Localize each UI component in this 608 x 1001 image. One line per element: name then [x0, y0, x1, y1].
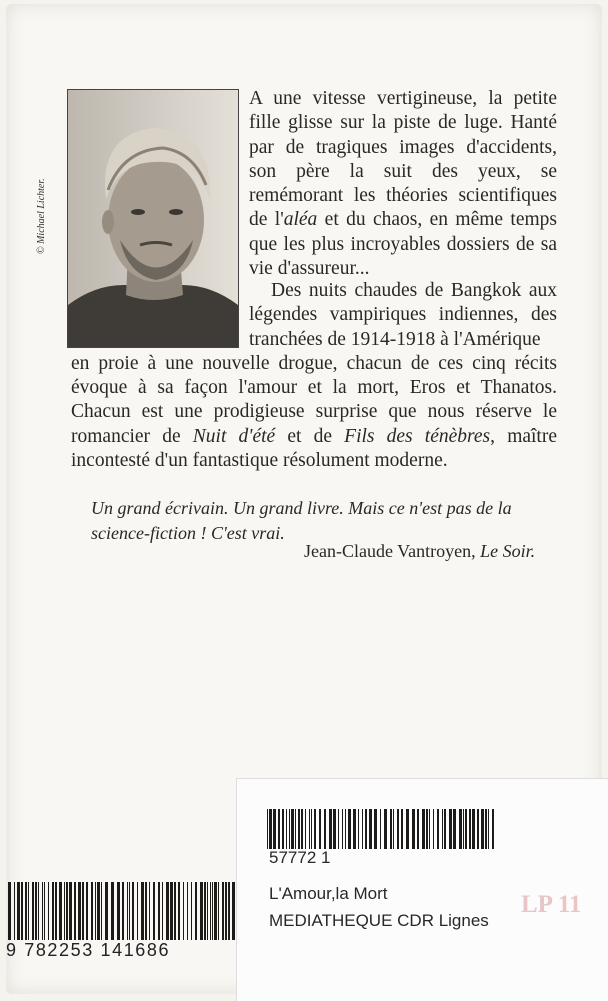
barcode-bar	[137, 882, 138, 940]
barcode-bar	[488, 809, 489, 849]
barcode-bar	[422, 809, 425, 849]
blurb-p2-lead: Des nuits chaudes de Bangkok aux légendes vampiriques indiennes, des tranchées de 1914-1918 à l'Amérique	[249, 280, 557, 350]
barcode-bar	[269, 809, 272, 849]
barcode-bar	[21, 882, 23, 940]
library-book-title: L'Amour,la Mort	[269, 884, 388, 903]
barcode-bar	[295, 809, 296, 849]
barcode-bar	[444, 809, 446, 849]
barcode-bar	[286, 809, 287, 849]
barcode-bar	[82, 882, 84, 940]
barcode-bar	[141, 882, 144, 940]
barcode-bar	[417, 809, 419, 849]
barcode-bar	[433, 809, 434, 849]
barcode-bar	[78, 882, 81, 940]
barcode-bar	[210, 882, 211, 940]
barcode-bar	[195, 882, 197, 940]
barcode-bar	[117, 882, 120, 940]
barcode-bar	[348, 809, 351, 849]
barcode-bar	[319, 809, 321, 849]
book-title-nuit-dete: Nuit d'été	[192, 425, 276, 447]
barcode-bar	[463, 809, 464, 849]
barcode-bar	[492, 809, 494, 849]
library-sticker	[236, 778, 608, 1001]
barcode-bar	[314, 809, 316, 849]
blurb-p2-and: et de	[275, 425, 345, 447]
library-name: MEDIATHEQUE CDR Lignes	[269, 911, 489, 930]
barcode-bar	[132, 882, 134, 940]
library-barcode	[267, 809, 507, 849]
barcode-bar	[97, 882, 100, 940]
barcode-bar	[52, 882, 54, 940]
barcode-bar	[153, 882, 155, 940]
barcode-bar	[298, 809, 300, 849]
barcode-bar	[17, 882, 20, 940]
barcode-bar	[200, 882, 203, 940]
barcode-bar	[311, 809, 312, 849]
barcode-bar	[338, 809, 339, 849]
price-code: LP 11	[521, 891, 582, 918]
barcode-bar	[149, 882, 150, 940]
barcode-bar	[406, 809, 409, 849]
barcode-bar	[222, 882, 224, 940]
barcode-bar	[122, 882, 124, 940]
barcode-bar	[166, 882, 169, 940]
barcode-bar	[8, 882, 11, 940]
press-quote-author	[304, 541, 535, 562]
blurb-p2-tail: , maître incontesté d'un fantastique résolument moderne.	[71, 425, 557, 472]
barcode-bar	[86, 882, 88, 940]
inventory-number: 57772 1	[269, 848, 331, 867]
barcode-bar	[429, 809, 430, 849]
barcode-bar	[291, 809, 294, 849]
barcode-bar	[342, 809, 343, 849]
barcode-bar	[74, 882, 76, 940]
barcode-bar	[453, 809, 456, 849]
barcode-bar	[333, 809, 336, 849]
barcode-bar	[329, 809, 332, 849]
barcode-bar	[278, 809, 280, 849]
barcode-bar	[38, 882, 39, 940]
isbn-number: 9 782253 141686	[6, 940, 171, 960]
barcode-bar	[401, 809, 403, 849]
blurb-paragraph-2	[71, 279, 557, 473]
barcode-bar	[218, 882, 219, 940]
barcode-bar	[384, 809, 387, 849]
blurb-p1-tail: et du chaos, en même temps que les plus incroyables dossiers de sa vie d'assureur...	[249, 209, 557, 280]
barcode-bar	[426, 809, 428, 849]
barcode-bar	[28, 882, 29, 940]
barcode-bar	[469, 809, 471, 849]
blurb-paragraph-1	[249, 87, 557, 281]
barcode-bar	[390, 809, 392, 849]
barcode-bar	[111, 882, 114, 940]
barcode-bar	[282, 809, 284, 849]
photo-credit: © Michael Lichter.	[36, 178, 47, 254]
barcode-bar	[459, 809, 462, 849]
barcode-bar	[44, 882, 45, 940]
barcode-bar	[129, 882, 130, 940]
press-quote: Un grand écrivain. Un grand livre. Mais ce n'est pas de la science-fiction ! C'est vrai.	[91, 498, 512, 543]
barcode-bar	[66, 882, 68, 940]
barcode-bar	[305, 809, 306, 849]
barcode-bar	[485, 809, 487, 849]
barcode-bar	[477, 809, 479, 849]
barcode-bar	[59, 882, 62, 940]
barcode-bar	[204, 882, 206, 940]
barcode-bar	[228, 882, 230, 940]
barcode-bar	[105, 882, 108, 940]
quote-author-name: Jean-Claude Vantroyen,	[304, 541, 481, 561]
blurb-p1-italic: aléa	[283, 209, 318, 231]
barcode-bar	[442, 809, 443, 849]
barcode-bar	[362, 809, 363, 849]
barcode-bar	[437, 809, 439, 849]
barcode-bar	[412, 809, 415, 849]
barcode-bar	[183, 882, 184, 940]
barcode-bar	[162, 882, 163, 940]
barcode-bar	[14, 882, 15, 940]
barcode-bar	[95, 882, 96, 940]
barcode-bar	[35, 882, 37, 940]
barcode-bar	[178, 882, 180, 940]
barcode-bar	[91, 882, 93, 940]
barcode-bar	[481, 809, 484, 849]
barcode-bar	[207, 882, 208, 940]
blurb-p1-text: A une vitesse vertigineuse, la petite fille glisse sur la piste de luge. Hanté par de tragiques images d'accidents, son père la suit des yeux, se remémorant les théories scientifiques de l'	[249, 88, 557, 231]
barcode-bar	[212, 882, 213, 940]
barcode-bar	[301, 809, 303, 849]
barcode-bar	[449, 809, 452, 849]
barcode-bar	[191, 882, 192, 940]
barcode-bar	[472, 809, 475, 849]
barcode-bar	[374, 809, 377, 849]
barcode-bar	[353, 809, 356, 849]
isbn-barcode	[8, 882, 240, 940]
barcode-bar	[42, 882, 43, 940]
barcode-bar	[64, 882, 65, 940]
barcode-bar	[289, 809, 290, 849]
barcode-bar	[309, 809, 310, 849]
barcode-bar	[393, 809, 394, 849]
barcode-bar	[273, 809, 276, 849]
barcode-bar	[187, 882, 188, 940]
barcode-bar	[358, 809, 359, 849]
barcode-bar	[69, 882, 72, 940]
barcode-bar	[158, 882, 160, 940]
barcode-bar	[101, 882, 102, 940]
quote-source: Le Soir.	[480, 541, 536, 561]
barcode-bar	[127, 882, 128, 940]
barcode-bar	[25, 882, 27, 940]
barcode-bar	[267, 809, 268, 849]
barcode-bar	[324, 809, 326, 849]
barcode-bar	[397, 809, 399, 849]
barcode-bar	[32, 882, 34, 940]
book-title-fils-des-tenebres: Fils des ténèbres	[344, 425, 491, 447]
blurb-p2-body: en proie à une nouvelle drogue, chacun de ces cinq récits évoque à sa façon l'amour et la mort, Eros et Thanatos. Chacun est une prodigieuse surprise que nous réserve le romancier de	[71, 352, 557, 447]
barcode-bar	[465, 809, 467, 849]
barcode-bar	[214, 882, 217, 940]
barcode-bar	[369, 809, 372, 849]
barcode-bar	[145, 882, 147, 940]
barcode-bar	[345, 809, 346, 849]
barcode-bar	[232, 882, 235, 940]
barcode-bar	[380, 809, 381, 849]
barcode-bar	[225, 882, 227, 940]
barcode-bar	[170, 882, 173, 940]
barcode-bar	[365, 809, 367, 849]
barcode-bar	[174, 882, 176, 940]
barcode-bar	[48, 882, 49, 940]
barcode-bar	[55, 882, 57, 940]
